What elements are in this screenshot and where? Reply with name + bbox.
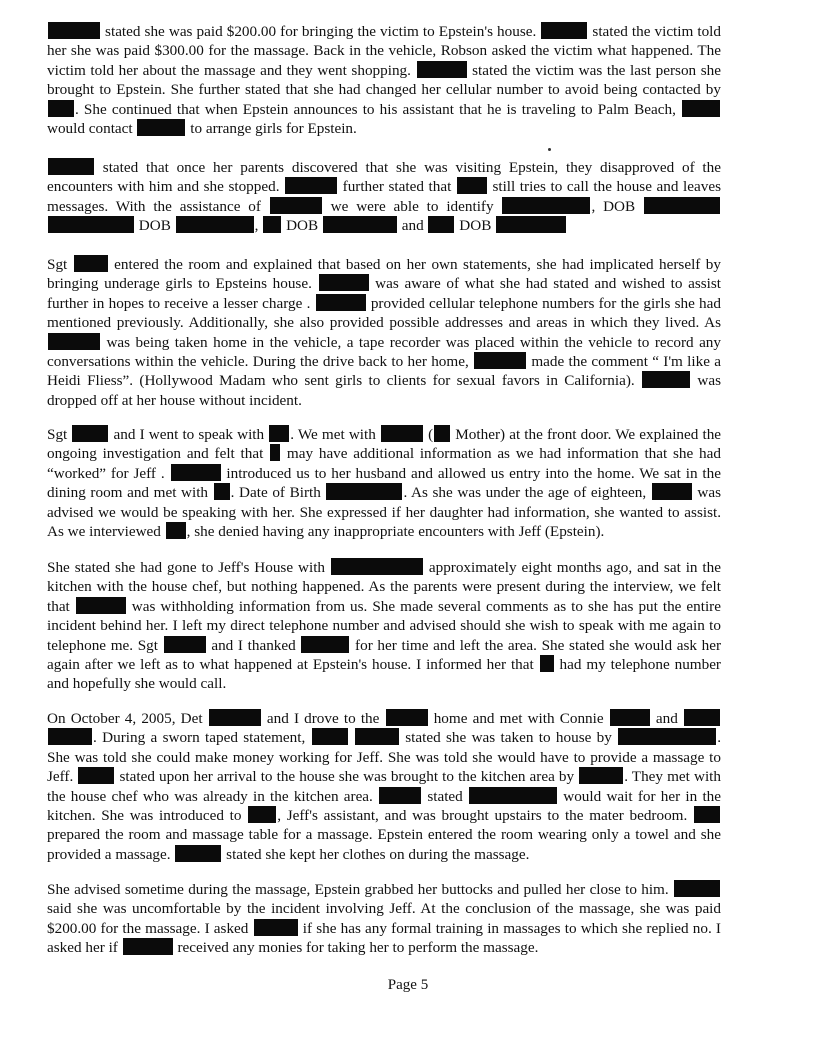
redaction-bar [48,728,92,745]
paragraph-5: She stated she had gone to Jeff's House with approximately eight months ago, and sat in the kitchen with the house chef, but nothing happened. As the parents were present during the interview, we felt that was withholding information from us. She made several comments as to she has put the entire incident behind her. I left my direct telephone number and advised should she wish to speak with me again to telephone me. Sgt and I thanked for her time and left the area. She stated she would ask her again after we left as to what happened at Epstein's house. I informed her that had my telephone number and hopefully she would call. [47,559,722,693]
redaction-bar [263,216,281,233]
redaction-bar [48,158,94,175]
redaction-bar [502,197,590,214]
redaction-bar [214,483,230,500]
redaction-bar [301,636,349,653]
redaction-bar [285,177,337,194]
redaction-bar [123,938,173,955]
redaction-bar [417,61,467,78]
redaction-bar [270,197,322,214]
redaction-bar [644,197,720,214]
redaction-bar [323,216,397,233]
paragraph-3: Sgt entered the room and explained that based on her own statements, she had implicated herself by bringing underage girls to Epsteins house. was aware of what she had stated and wished to assist further in hopes to receive a lesser charge . provided cellular telephone numbers for the girls she had mentioned previously. Additionally, she also provided possible addresses and areas in which they lived. As was being taken home in the vehicle, a tape recorder was placed within the vehicle to record any conversations within the vehicle. During the drive back to her home, made the comment “ I'm like a Heidi Fliess”. (Hollywood Madam who sent girls to clients for sexual favors in California). was dropped off at her house without incident. [47,256,721,409]
redaction-bar [474,352,526,369]
redaction-bar [176,216,254,233]
redaction-bar [270,444,280,461]
redaction-bar [137,119,185,136]
page-number: Page 5 [387,977,429,993]
redaction-bar [541,22,587,39]
redaction-bar [379,787,421,804]
redaction-bar [496,216,566,233]
paragraph-7: She advised sometime during the massage, Epstein grabbed her buttocks and pulled her close to him. said she was uncomfortable by the incident involving Jeff. At the conclusion of the massage, she was paid $200.00 for the massage. I asked if she has any formal training in massages to which she replied no. I asked her if received any monies for taking her to perform the massage. [47,881,721,957]
redaction-bar [319,274,369,291]
redaction-bar [331,558,423,575]
redaction-bar [248,806,276,823]
redaction-bar [48,333,100,350]
redaction-bar [48,22,100,39]
redaction-bar [269,425,289,442]
redaction-bar [469,787,557,804]
redaction-bar [166,522,186,539]
redaction-bar [642,371,690,388]
paragraph-6: On October 4, 2005, Det and I drove to the home and met with Connie and . During a sworn taped statement, stated she was taken to house by . She was told she could make money working for Jeff. She was told she would have to provide a massage to Jeff. stated upon her arrival to the house she was brought to the kitchen area by . They met with the house chef who was already in the kitchen area. stated would wait for her in the kitchen. She was introduced to , Jeff's assistant, and was brought upstairs to the mater bedroom. prepared the room and massage table for a massage. Epstein entered the room wearing only a towel and she provided a massage. stated she kept her clothes on during the massage. [47,710,721,863]
redaction-bar [428,216,454,233]
redaction-bar [171,464,221,481]
redaction-bar [434,425,450,442]
paragraph-4: Sgt and I went to speak with . We met with ( Mother) at the front door. We explained the ongoing investigation and felt that may have additional information as we had information that she had “worked” for Jeff . introduced us to her husband and allowed us entry into the home. We sat in the dining room and met with . Date of Birth . As she was under the age of eighteen, was advised we would be speaking with her. She expressed if her daughter had information, she wanted to assist. As we interviewed , she denied having any inappropriate encounters with Jeff (Epstein). [47,426,722,541]
redaction-bar [355,728,399,745]
redaction-bar [164,636,206,653]
redaction-bar [254,919,298,936]
redaction-bar [694,806,720,823]
scan-speck [548,148,551,151]
redaction-bar [209,709,261,726]
redaction-bar [76,597,126,614]
redaction-bar [74,255,108,272]
paragraph-2: stated that once her parents discovered that she was visiting Epstein, they disapproved of the encounters with him and she stopped. further stated that still tries to call the house and leaves messages. With the assistance of we were able to identify , DOB DOB , DOB and DOB [47,159,721,235]
redaction-bar [48,100,74,117]
redaction-bar [312,728,348,745]
redaction-bar [579,767,623,784]
redaction-bar [682,100,720,117]
redaction-bar [386,709,428,726]
redaction-bar [326,483,402,500]
redaction-bar [684,709,720,726]
redaction-bar [175,845,221,862]
redaction-bar [78,767,114,784]
redaction-bar [381,425,423,442]
redaction-bar [652,483,692,500]
redaction-bar [48,216,134,233]
redaction-bar [674,880,720,897]
redaction-bar [457,177,487,194]
paragraph-1: stated she was paid $200.00 for bringing the victim to Epstein's house. stated the victim told her she was paid $300.00 for the massage. Back in the vehicle, Robson asked the victim what happened. The victim told her about the massage and they went shopping. stated the victim was the last person she brought to Epstein. She further stated that she had changed her cellular number to avoid being contacted by . She continued that when Epstein announces to his assistant that he is traveling to Palm Beach, would contact to arrange girls for Epstein. [47,23,721,138]
redaction-bar [316,294,366,311]
redaction-bar [540,655,554,672]
redaction-bar [610,709,650,726]
redaction-bar [72,425,108,442]
redaction-bar [618,728,716,745]
